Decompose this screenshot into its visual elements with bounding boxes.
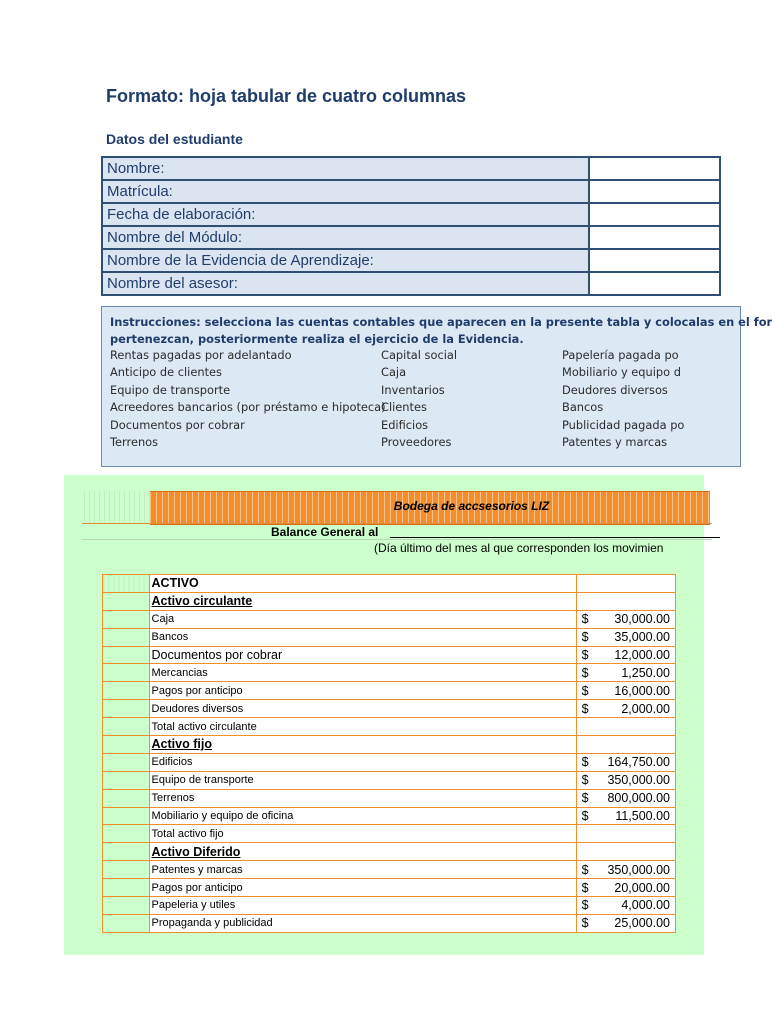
amount-cell <box>576 861 675 879</box>
currency: $ <box>581 862 589 877</box>
date-blank-line <box>390 537 720 538</box>
currency: $ <box>581 809 589 824</box>
account-item: Equipo de transporte <box>110 382 231 397</box>
amount-cell <box>576 700 675 718</box>
amount-cell <box>576 825 675 843</box>
row-margin-cell <box>103 879 150 897</box>
row-margin-cell <box>103 825 150 843</box>
account-label: Deudores diversos <box>149 700 576 718</box>
account-label: ACTIVO <box>149 575 576 593</box>
account-label: Patentes y marcas <box>149 861 576 879</box>
row-margin-cell <box>103 914 150 932</box>
account-label: Mobiliario y equipo de oficina <box>149 807 576 825</box>
currency: $ <box>581 648 589 662</box>
table-row <box>103 664 676 682</box>
amount-cell <box>576 753 675 771</box>
account-item: Caja <box>381 365 407 380</box>
account-list-col3 <box>562 347 684 451</box>
amount-value: 25,000.00 <box>614 916 670 931</box>
amount-cell <box>576 736 675 754</box>
table-row <box>103 807 676 825</box>
student-field-value[interactable] <box>589 203 720 226</box>
amount-cell <box>576 575 675 593</box>
section-label-cell <box>149 592 576 610</box>
account-item: Deudores diversos <box>562 382 668 397</box>
account-list-col1 <box>110 347 386 451</box>
amount-value: 2,000.00 <box>621 701 670 716</box>
table-row <box>103 753 676 771</box>
student-field-value[interactable] <box>589 272 720 295</box>
row-margin-cell <box>103 682 150 700</box>
account-label: Bancos <box>149 628 576 646</box>
student-row-fecha <box>102 203 720 226</box>
amount-cell <box>576 646 675 664</box>
amount-value: 4,000.00 <box>621 898 670 913</box>
student-field-value[interactable] <box>589 226 720 249</box>
currency: $ <box>581 916 589 931</box>
account-item: Proveedores <box>381 435 452 450</box>
student-row-nombre <box>102 157 720 180</box>
account-item: Patentes y marcas <box>562 435 668 450</box>
account-label: Papeleria y utiles <box>149 897 576 915</box>
total-label: Total activo circulante <box>149 718 576 736</box>
currency: $ <box>581 898 589 913</box>
section-label: Activo circulante <box>151 594 253 609</box>
account-item: Clientes <box>381 400 427 415</box>
table-row <box>103 736 676 754</box>
amount-value: 16,000.00 <box>614 683 670 698</box>
section-label-cell <box>149 736 576 754</box>
row-margin-cell <box>103 610 150 628</box>
row-margin-cell <box>103 897 150 915</box>
table-row <box>103 825 676 843</box>
currency: $ <box>581 630 589 645</box>
total-label: Total activo fijo <box>149 825 576 843</box>
row-margin-cell <box>103 789 150 807</box>
balance-table <box>102 574 676 933</box>
amount-cell <box>576 807 675 825</box>
currency: $ <box>581 773 589 788</box>
amount-value: 350,000.00 <box>607 773 670 788</box>
account-label: Pagos por anticipo <box>149 682 576 700</box>
table-row <box>103 628 676 646</box>
account-item: Rentas pagadas por adelantado <box>110 348 292 362</box>
table-row <box>103 646 676 664</box>
table-row <box>103 789 676 807</box>
amount-cell <box>576 789 675 807</box>
student-field-value[interactable] <box>589 180 720 203</box>
amount-value: 11,500.00 <box>615 809 670 824</box>
student-field-label: Nombre del asesor: <box>102 272 589 295</box>
account-item: Papelería pagada po <box>562 348 679 362</box>
instructions-line: Instrucciones: selecciona las cuentas contables que aparecen en la presente tabla y colocalas en el for <box>110 315 772 329</box>
table-row <box>103 700 676 718</box>
account-label: Terrenos <box>149 789 576 807</box>
row-margin-cell <box>103 592 150 610</box>
account-item: Documentos por cobrar <box>110 417 245 432</box>
date-note: (Día último del mes al que corresponden los movimien <box>374 541 664 555</box>
table-row <box>103 718 676 736</box>
row-margin-cell <box>103 700 150 718</box>
amount-value: 30,000.00 <box>614 612 670 627</box>
account-item: Inventarios <box>381 382 445 397</box>
company-name: Bodega de accsesorios LIZ <box>393 499 550 513</box>
section-label: Activo fijo <box>151 737 212 752</box>
account-item: Anticipo de clientes <box>110 365 222 380</box>
student-section-heading: Datos del estudiante <box>106 131 243 147</box>
grid-strip <box>84 491 150 523</box>
table-row <box>103 682 676 700</box>
student-field-label: Fecha de elaboración: <box>102 203 589 226</box>
table-row <box>103 914 676 932</box>
page-title: Formato: hoja tabular de cuatro columnas <box>106 86 467 106</box>
student-row-evidencia <box>102 249 720 272</box>
row-margin-cell <box>103 646 150 664</box>
student-row-matricula <box>102 180 720 203</box>
account-item: Mobiliario y equipo d <box>562 365 681 380</box>
row-margin-cell <box>103 628 150 646</box>
amount-value: 164,750.00 <box>607 755 670 770</box>
row-margin-cell <box>103 843 150 861</box>
table-row <box>103 592 676 610</box>
currency: $ <box>581 665 589 680</box>
row-margin-cell <box>103 736 150 754</box>
row-margin-cell <box>103 861 150 879</box>
amount-cell <box>576 771 675 789</box>
account-item: Bancos <box>562 400 604 415</box>
amount-cell <box>576 718 675 736</box>
amount-value: 35,000.00 <box>614 630 670 645</box>
amount-cell <box>576 592 675 610</box>
instructions-text <box>110 314 772 348</box>
table-row <box>103 610 676 628</box>
section-label: Activo Diferido <box>151 844 241 859</box>
account-item: Acreedores bancarios (por préstamo e hipoteca) <box>110 400 386 415</box>
amount-value: 12,000.00 <box>614 648 670 662</box>
row-margin-cell <box>103 664 150 682</box>
amount-cell <box>576 682 675 700</box>
amount-cell <box>576 610 675 628</box>
currency: $ <box>581 701 589 716</box>
account-item: Capital social <box>381 348 458 362</box>
account-item: Edificios <box>381 417 429 432</box>
account-label: Pagos por anticipo <box>149 879 576 897</box>
amount-cell <box>576 664 675 682</box>
student-field-label: Nombre de la Evidencia de Aprendizaje: <box>102 249 589 272</box>
table-row <box>103 843 676 861</box>
student-field-label: Nombre del Módulo: <box>102 226 589 249</box>
student-data-table <box>101 156 721 296</box>
row-margin-cell <box>103 807 150 825</box>
amount-cell <box>576 879 675 897</box>
student-field-label: Nombre: <box>102 157 589 180</box>
balance-title: Balance General al <box>271 525 379 539</box>
account-label: Equipo de transporte <box>149 771 576 789</box>
table-row <box>103 879 676 897</box>
account-label: Propaganda y publicidad <box>149 914 576 932</box>
account-label: Mercancias <box>149 664 576 682</box>
amount-value: 1,250.00 <box>621 665 670 680</box>
instructions-line: pertenezcan, posteriormente realiza el ejercicio de la Evidencia. <box>110 332 524 346</box>
currency: $ <box>581 612 589 627</box>
account-label: Edificios <box>149 753 576 771</box>
table-row <box>103 575 676 593</box>
table-row <box>103 771 676 789</box>
divider <box>82 539 712 540</box>
amount-cell <box>576 897 675 915</box>
student-field-value[interactable] <box>589 249 720 272</box>
table-row <box>103 897 676 915</box>
currency: $ <box>581 755 589 770</box>
amount-cell <box>576 914 675 932</box>
currency: $ <box>581 791 589 806</box>
table-row <box>103 861 676 879</box>
amount-cell <box>576 628 675 646</box>
row-margin-cell <box>103 718 150 736</box>
account-label: Documentos por cobrar <box>149 646 576 664</box>
amount-value: 350,000.00 <box>607 862 670 877</box>
row-margin-cell <box>103 771 150 789</box>
student-row-asesor <box>102 272 720 295</box>
section-label-cell <box>149 843 576 861</box>
currency: $ <box>581 880 589 895</box>
student-row-modulo <box>102 226 720 249</box>
row-margin-cell <box>103 753 150 771</box>
amount-value: 800,000.00 <box>607 791 670 806</box>
account-item: Terrenos <box>110 435 159 450</box>
account-item: Publicidad pagada po <box>562 417 685 432</box>
student-field-value[interactable] <box>589 157 720 180</box>
amount-cell <box>576 843 675 861</box>
student-field-label: Matrícula: <box>102 180 589 203</box>
instructions-box <box>101 306 772 467</box>
amount-value: 20,000.00 <box>614 880 670 895</box>
currency: $ <box>581 683 589 698</box>
account-label: Caja <box>149 610 576 628</box>
divider <box>82 523 712 524</box>
row-margin-cell <box>103 575 150 593</box>
account-list-col2 <box>381 347 457 451</box>
